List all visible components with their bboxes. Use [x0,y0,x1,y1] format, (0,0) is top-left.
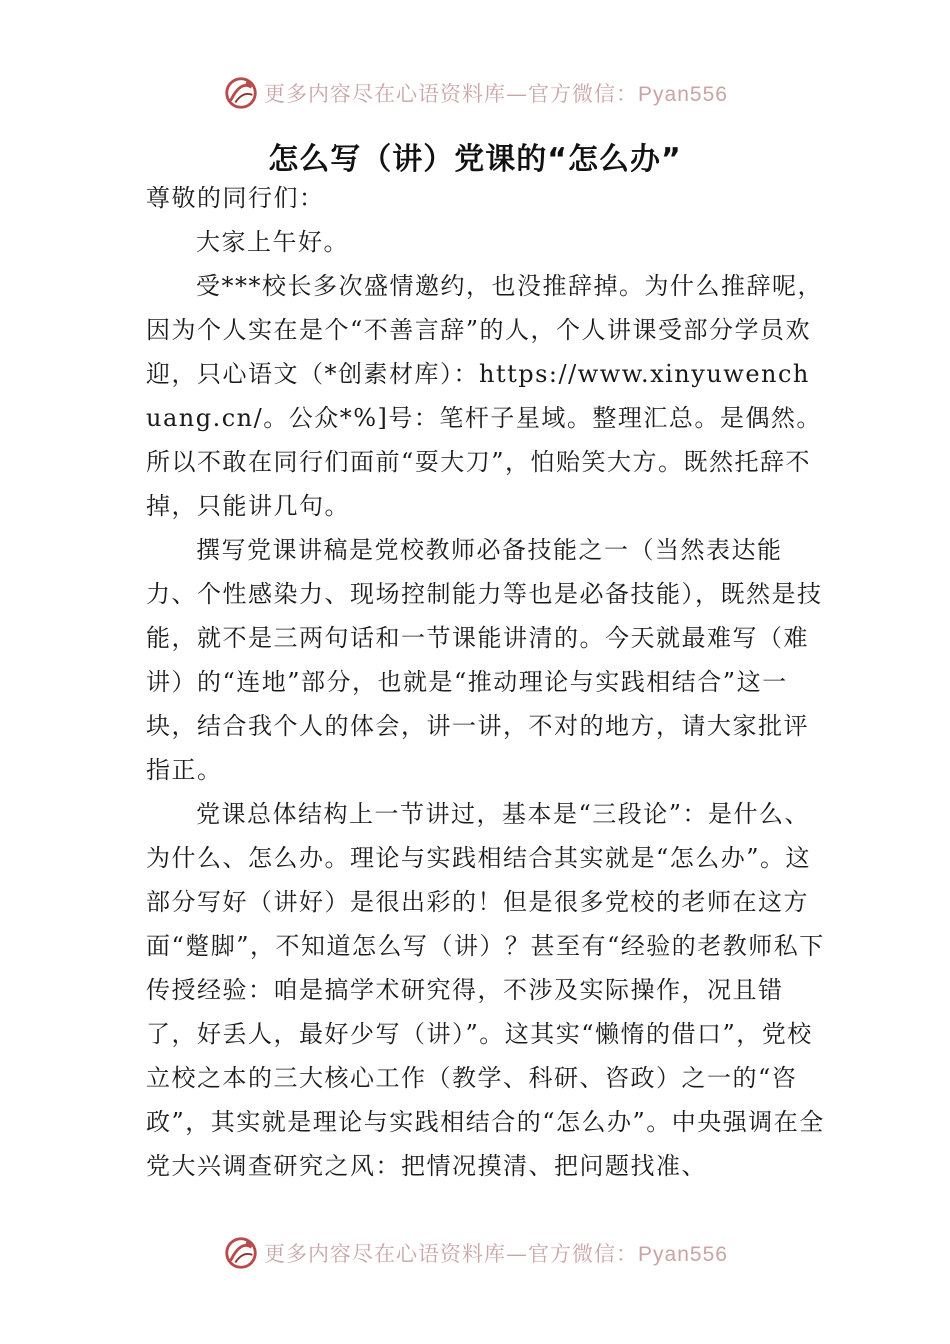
greeting-paragraph: 大家上午好。 [196,228,349,256]
banner-wechat-id: Pyan556 [638,1243,728,1266]
salutation-paragraph: 尊敬的同行们： [146,184,325,212]
banner-text: 更多内容尽在心语资料库—官方微信：Pyan556 [264,1242,728,1266]
logo-icon [222,74,260,112]
footer-watermark-banner [0,1228,950,1278]
header-watermark-banner [0,68,950,118]
body-paragraph: 受***校长多次盛情邀约，也没推辞掉。为什么推辞呢，因为个人实在是个“不善言辞”的人，个人讲课受部分学员欢迎，只心语文（*创素材库）：https://www.xinyuwenchuang.cn/。公众*%]号：笔杆子星域。整理汇总。是偶然。所以不敢在同行们面前“耍大刀”，怕贻笑大方。既然托辞不掉，只能讲几句。 [146,272,823,520]
banner-text: 更多内容尽在心语资料库—官方微信：Pyan556 [264,82,728,106]
banner-wechat-id: Pyan556 [638,83,728,106]
body-paragraph: 党课总体结构上一节讲过，基本是“三段论”：是什么、为什么、怎么办。理论与实践相结合其实就是“怎么办”。这部分写好（讲好）是很出彩的！但是很多党校的老师在这方面“蹩脚”，不知道怎么写（讲）？甚至有“经验的老教师私下传授经验：咱是搞学术研究得，不涉及实际操作，况且错了，好丢人，最好少写（讲）”。这其实“懒惰的借口”，党校立校之本的三大核心工作（教学、科研、咨政）之一的“咨政”，其实就是理论与实践相结合的“怎么办”。中央强调在全党大兴调查研究之风：把情况摸清、把问题找准、 [146,800,825,1180]
page-title: 怎么写（讲）党课的“怎么办” [268,142,682,177]
document-body [146,176,826,1188]
logo-icon [222,1234,260,1272]
body-paragraph: 撰写党课讲稿是党校教师必备技能之一（当然表达能力、个性感染力、现场控制能力等也是必备技能），既然是技能，就不是三两句话和一节课能讲清的。今天就最难写（难讲）的“连地”部分，也就是“推动理论与实践相结合”这一块，结合我个人的体会，讲一讲，不对的地方，请大家批评指正。 [146,536,823,784]
